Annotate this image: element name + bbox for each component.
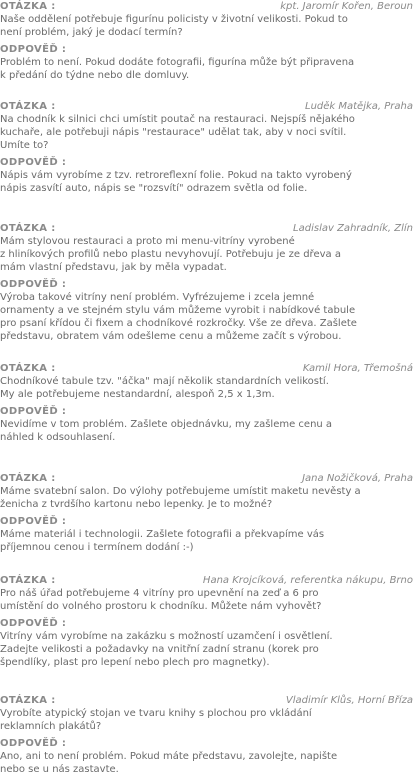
faq-item (0, 472, 415, 554)
question-label: OTÁZKA : (0, 695, 56, 706)
question-text: Vyrobíte atypický stojan ve tvaru knihy s plochou pro vkládání reklamních plakátů? (0, 708, 312, 732)
question-label: OTÁZKA : (0, 473, 56, 484)
question-text: Máme svatební salon. Do výlohy potřebujeme umístit maketu nevěsty a ženicha z tvrdšího kartonu nebo lepenky. Je to možné? (0, 486, 361, 510)
answer-label: ODPOVĚĎ : (0, 157, 67, 168)
author-name: Hana Krojcíková, referentka nákupu, Brno (202, 575, 413, 586)
answer-label: ODPOVĚĎ : (0, 618, 67, 629)
faq-item (0, 362, 415, 444)
answer-text: Výroba takové vitríny není problém. Vyfrézujeme i zcela jemné ornamenty a ve stejném stylu vám můžeme vyrobit i nabídkové tabule pro psaní křídou či fixem a chodníkové rozkročky. Vše ze dřeva. Zašlete představu, obratem vám odešleme cenu a můžeme začít s výrobou. (0, 292, 357, 342)
answer-header (0, 617, 415, 630)
question-label: OTÁZKA : (0, 101, 56, 112)
answer-text: Máme materiál i technologii. Zašlete fotografii a překvapíme vás příjemnou cenou i termínem dodání :-) (0, 529, 325, 553)
question-header (0, 574, 415, 587)
question-text: Pro náš úřad potřebujeme 4 vitríny pro upevnění na zeď a 6 pro umístění do volného prostoru k chodníku. Můžete nám vyhovět? (0, 588, 322, 612)
answer-header (0, 405, 415, 418)
answer-header (0, 156, 415, 169)
answer-header (0, 515, 415, 528)
question-text: Mám stylovou restauraci a proto mi menu-vitríny vyrobené z hliníkových profilů nebo plastu nevyhovují. Potřebuju je ze dřeva a mám vlastní představu, jak by měla vypadat. (0, 236, 341, 273)
answer-label: ODPOVĚĎ : (0, 406, 67, 417)
answer-header (0, 737, 415, 750)
question-text: Chodníkové tabule tzv. "áčka" mají několik standardních velikostí. My ale potřebujeme nestandardní, alespoň 2,5 x 1,3m. (0, 376, 329, 400)
answer-label: ODPOVĚĎ : (0, 516, 67, 527)
question-label: OTÁZKA : (0, 363, 56, 374)
answer-text: Problém to není. Pokud dodáte fotografii, figurína může být připravena k předání do týdne nebo dle domluvy. (0, 57, 355, 81)
faq-item (0, 694, 415, 776)
author-name: Luděk Matějka, Praha (305, 101, 413, 112)
question-label: OTÁZKA : (0, 1, 56, 12)
answer-text: Nápis vám vyrobíme z tzv. retroreflexní folie. Pokud na takto vyrobený nápis zasvítí auto, nápis se "rozsvítí" odrazem světla od folie. (0, 170, 352, 194)
answer-label: ODPOVĚĎ : (0, 738, 67, 749)
author-name: Ladislav Zahradník, Zlín (293, 223, 413, 234)
question-label: OTÁZKA : (0, 575, 56, 586)
answer-header (0, 278, 415, 291)
answer-text: Vitríny vám vyrobíme na zakázku s možností uzamčení i osvětlení. Zadejte velikosti a požadavky na vnitřní zadní stranu (korek pro špendlíky, plast pro lepení nebo plech pro magnetky). (0, 631, 333, 668)
question-header (0, 0, 415, 13)
question-text: Na chodník k silnici chci umístit poutač na restauraci. Nejspíš nějakého kuchaře, ale potřebuji nápis "restaurace" udělat tak, aby v noci svítil. Umíte to? (0, 114, 355, 151)
author-name: Jana Nožičková, Praha (302, 473, 413, 484)
faq-item (0, 0, 415, 82)
question-text: Naše oddělení potřebuje figurínu policisty v životní velikosti. Pokud to není problém, jaký je dodací termín? (0, 14, 348, 38)
question-header (0, 222, 415, 235)
author-name: Kamil Hora, Třemošná (302, 363, 413, 374)
answer-label: ODPOVĚĎ : (0, 44, 67, 55)
question-header (0, 362, 415, 375)
question-header (0, 694, 415, 707)
answer-header (0, 43, 415, 56)
author-name: kpt. Jaromír Kořen, Beroun (280, 1, 413, 12)
faq-item (0, 574, 415, 669)
question-label: OTÁZKA : (0, 223, 56, 234)
answer-text: Ano, ani to není problém. Pokud máte představu, zavolejte, napište nebo se u nás zastavte. (0, 751, 338, 775)
answer-text: Nevidíme v tom problém. Zašlete objednávku, my zašleme cenu a náhled k odsouhlasení. (0, 419, 333, 443)
author-name: Vladimír Klůs, Horní Bříza (285, 695, 413, 706)
question-header (0, 472, 415, 485)
faq-item (0, 222, 415, 343)
question-header (0, 100, 415, 113)
faq-item (0, 100, 415, 195)
answer-label: ODPOVĚĎ : (0, 279, 67, 290)
